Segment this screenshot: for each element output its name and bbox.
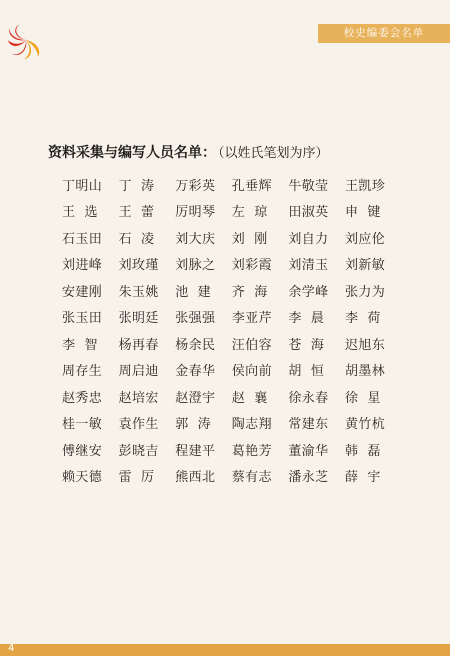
name-entry: 金春华 [175,364,216,380]
name-entry: 王 选 [62,205,98,221]
name-entry: 牛敬莹 [288,178,329,194]
name-entry: 徐永春 [288,390,329,406]
list-title: 资料采集与编写人员名单： [48,145,216,161]
name-entry: 刘自力 [288,231,329,247]
name-entry: 董渝华 [288,443,329,459]
name-entry: 池 建 [175,284,212,300]
list-heading [48,142,408,162]
bottom-accent-bar [0,644,450,656]
name-entry: 石玉田 [62,231,103,247]
name-entry: 刘 刚 [231,231,268,247]
name-entry: 胡 恒 [288,364,325,380]
name-entry: 刘玫瑾 [118,258,159,274]
name-entry: 刘清玉 [288,258,329,274]
name-entry: 蔡有志 [231,470,272,486]
name-entry: 迟旭东 [344,337,386,353]
name-entry: 赵培宏 [118,390,159,406]
name-entry: 朱玉姚 [118,284,159,300]
name-entry: 王凯珍 [344,178,386,194]
name-entry: 张明廷 [118,311,159,327]
name-entry: 徐 星 [344,390,381,406]
name-entry: 汪伯容 [231,337,272,353]
name-entry: 黄竹杭 [344,417,386,433]
name-entry: 李 晨 [288,311,325,327]
name-entry: 左 琼 [231,205,268,221]
name-entry: 胡墨林 [344,364,386,380]
name-grid [62,171,402,489]
name-entry: 厉明琴 [175,205,216,221]
name-entry: 王 蕾 [118,205,155,221]
name-entry: 张力为 [344,284,386,300]
name-entry: 赖天德 [62,470,103,486]
name-entry: 陶志翔 [231,417,272,433]
section-header-band: 校史编委会名单 [318,24,450,43]
name-entry: 潘永芝 [288,470,329,486]
name-entry: 熊西北 [175,470,216,486]
name-entry: 安建刚 [62,284,103,300]
name-entry: 丁 涛 [118,178,155,194]
page-number: 4 [8,643,15,654]
name-entry: 刘大庆 [175,231,216,247]
name-entry: 李 荷 [344,311,381,327]
name-entry: 丁明山 [62,178,103,194]
name-entry: 李亚芹 [231,311,272,327]
name-entry: 郭 涛 [175,417,212,433]
name-entry: 孔垂辉 [231,178,272,194]
name-entry: 刘脉之 [175,258,216,274]
name-entry: 田淑英 [288,205,329,221]
name-entry: 侯向前 [231,364,272,380]
name-entry: 余学峰 [288,284,329,300]
name-entry: 齐 海 [231,284,268,300]
name-entry: 张玉田 [62,311,103,327]
name-entry: 桂一敏 [62,417,103,433]
name-entry: 万彩英 [175,178,216,194]
name-entry: 赵澄宇 [175,390,216,406]
name-entry: 韩 磊 [344,443,381,459]
name-entry: 申 键 [344,205,381,221]
name-entry: 周存生 [62,364,103,380]
name-entry: 常建东 [288,417,329,433]
name-entry: 袁作生 [118,417,159,433]
name-entry: 周启迪 [118,364,159,380]
name-entry: 刘彩霞 [231,258,272,274]
name-entry: 赵 襄 [231,390,268,406]
name-entry: 傅继安 [62,443,103,459]
name-entry: 刘进峰 [62,258,103,274]
name-entry: 李 智 [62,337,98,353]
name-entry: 杨余民 [175,337,216,353]
name-entry: 刘应伦 [344,231,386,247]
name-entry: 雷 厉 [118,470,155,486]
name-entry: 程建平 [175,443,216,459]
name-entry: 刘新敏 [344,258,386,274]
list-sort-note: （以姓氏笔划为序） [218,146,329,161]
name-entry: 赵秀忠 [62,390,103,406]
name-entry: 石 凌 [118,231,155,247]
name-entry: 薛 宇 [344,470,381,486]
name-entry: 张强强 [175,311,216,327]
name-entry: 彭晓吉 [118,443,159,459]
name-entry: 葛艳芳 [231,443,272,459]
name-entry: 苍 海 [288,337,325,353]
name-entry: 杨再春 [118,337,159,353]
swirl-logo-icon [6,20,46,60]
